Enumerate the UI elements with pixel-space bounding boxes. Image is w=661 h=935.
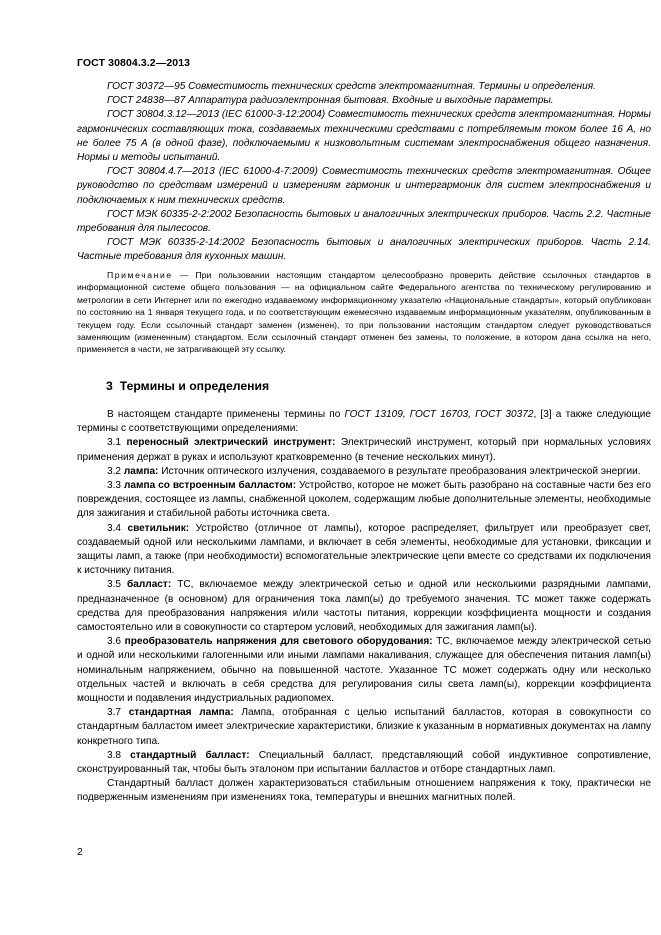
section-title: Термины и определения [119, 379, 270, 393]
page-number: 2 [77, 846, 83, 858]
term-entry [77, 706, 651, 749]
term-definition: Электрический инструмент, который при нормальных условиях применения держат в руках и используют кратковременно (в течение нескольких минут). [77, 437, 651, 463]
term-name: переносный электрический инструмент: [126, 437, 336, 449]
term-entry [77, 479, 651, 522]
term-entry [77, 578, 651, 635]
term-name: лампа со встроенным балластом: [123, 480, 297, 492]
term-definition: Источник оптического излучения, создаваемого в результате преобразования электрической энергии. [158, 465, 641, 477]
section-number: 3 [106, 379, 113, 393]
reference-item: ГОСТ МЭК 60335-2-2:2002 Безопасность бытовых и аналогичных электрических приборов. Часть 2.2. Частные требования для пылесосов. [77, 208, 651, 235]
term-name: балласт: [127, 579, 172, 591]
term-entry [77, 465, 651, 479]
term-definition: ТС, включаемое между электрической сетью и одной или несколькими галогенными или иными лампами накаливания, служащее для обеспечения питания ламп(ы) номинальным напряжением, обычно на повышенной частоте. Указанное ТС может содержать одну или несколько отдельных частей и включать в себя средства для регулирования силы света ламп(ы), коррекции коэффициента мощности и подавления индустриальных радиопомех. [77, 636, 652, 705]
note-text: — При пользовании настоящим стандартом целесообразно проверить действие ссылочных стандартов в информационной системе общего пользования — на официальном сайте Федерального агентства по техническому регулированию и метрологии в сети Интернет или по ежегодно издаваемому информационному указателю «Национальные стандарты», который опубликован по состоянию на 1 января текущего года, и по соответствующим ежемесячно издаваемым информационным указателям, опубликованным в текущем году. Если ссылочный стандарт заменен (изменен), то при пользовании настоящим стандартом следует руководствоваться заменяющим (измененным) стандартом. Если ссылочный стандарт отменен без замены, то положение, в котором дана ссылка на него, применяется в части, не затрагивающей эту ссылку. [77, 270, 651, 355]
reference-item: ГОСТ 30804.3.12—2013 (IEC 61000-3-12:2004) Совместимость технических средств электромагнитная. Нормы гармонических составляющих тока, создаваемых техническими средствами с потребляемым током более 16 А, но не более 75 А (в одной фазе), подключаемыми к низковольтным системам электроснабжения общего назначения. Нормы и методы испытаний. [77, 109, 651, 164]
reference-item: ГОСТ 30372—95 Совместимость технических средств электромагнитная. Термины и определения. [107, 81, 596, 92]
term-entry [77, 522, 651, 579]
term-definition: Лампа, отобранная с целью испытаний балластов, которая в совокупности со стандартным балластом имеет электрические характеристики, близкие к указанным в нормативных документах на лампу конкретного типа. [77, 707, 652, 747]
terms-body [77, 408, 651, 806]
term-definition: Устройство, которое не может быть разобрано на составные части без его повреждения, состоящее из лампы, снабженной цоколем, содержащим любые дополнительные элементы, необходимые для зажигания и стабильной работы источника света. [77, 480, 651, 520]
term-definition: ТС, включаемое между электрической сетью и одной или несколькими разрядными лампами, предназначенное (в основном) для ограничения тока ламп(ы) до требуемого значения. ТС может также содержать средства для преобразования напряжения и/или частоты питания, коррекции коэффициента мощности и создания самостоятельно или в совокупности со стартером условий, необходимых для зажигания ламп(ы). [77, 579, 652, 634]
term-number: 3.8 [107, 749, 122, 761]
term-name: лампа: [123, 465, 159, 477]
note-paragraph [77, 269, 651, 356]
term-number: 3.1 [107, 437, 122, 449]
closing-paragraph: Стандартный балласт должен характеризоваться стабильным отношением напряжения к току, практически не подверженным изменениям при изменениях тока, температуры и внешних магнитных полей. [77, 778, 651, 804]
intro-paragraph [77, 408, 651, 436]
note-label: Примечание [107, 270, 173, 280]
term-number: 3.2 [107, 465, 122, 477]
term-number: 3.7 [107, 707, 122, 719]
term-name: светильник: [127, 522, 190, 534]
reference-item: ГОСТ 30804.4.7—2013 (IEC 61000-4-7:2009) Совместимость технических средств электромагнитная. Общее руководство по средствам измерений и измерениям гармоник и интергармоник для систем электроснабжения и подключаемых к ним технических средств. [77, 166, 651, 206]
reference-item: ГОСТ МЭК 60335-2-14:2002 Безопасность бытовых и аналогичных электрических приборов. Часть 2.14. Частные требования для кухонных машин. [77, 237, 651, 263]
note-block [77, 269, 651, 356]
intro-text-end: , [3] а также следующие термины с соответствующими определениями: [77, 409, 652, 435]
intro-references: ГОСТ 13109, ГОСТ 16703, ГОСТ 30372 [344, 409, 534, 420]
intro-text: В настоящем стандарте применены термины по [107, 409, 345, 420]
term-definition: Устройство (отличное от лампы), которое распределяет, фильтрует или преобразует свет, создаваемый одной или несколькими лампами, и включает в себя элементы, необходимые для установки, фиксации и защиты ламп, а также (при необходимости) вспомогательные электрические цепи вместе со средствами их подключения к источнику питания. [77, 522, 651, 577]
term-entry [77, 436, 651, 464]
reference-item: ГОСТ 24838—87 Аппаратура радиоэлектронная бытовая. Входные и выходные параметры. [107, 95, 554, 107]
term-number: 3.5 [107, 579, 122, 591]
term-name: преобразователь напряжения для светового оборудования: [124, 636, 433, 648]
document-header: ГОСТ 30804.3.2—2013 [77, 57, 191, 69]
term-definition: Специальный балласт, представляющий собой индуктивное сопротивление, сконструированный так, чтобы быть эталоном при испытании балластов и отборе стандартных ламп. [77, 749, 652, 776]
term-entry [77, 749, 651, 777]
term-number: 3.6 [107, 636, 122, 648]
term-number: 3.4 [107, 522, 122, 534]
term-name: стандартный балласт: [130, 749, 250, 761]
term-name: стандартная лампа: [128, 707, 234, 719]
term-number: 3.3 [107, 480, 122, 492]
normative-references [77, 80, 651, 265]
section-heading [106, 379, 269, 393]
term-entry [77, 635, 651, 706]
